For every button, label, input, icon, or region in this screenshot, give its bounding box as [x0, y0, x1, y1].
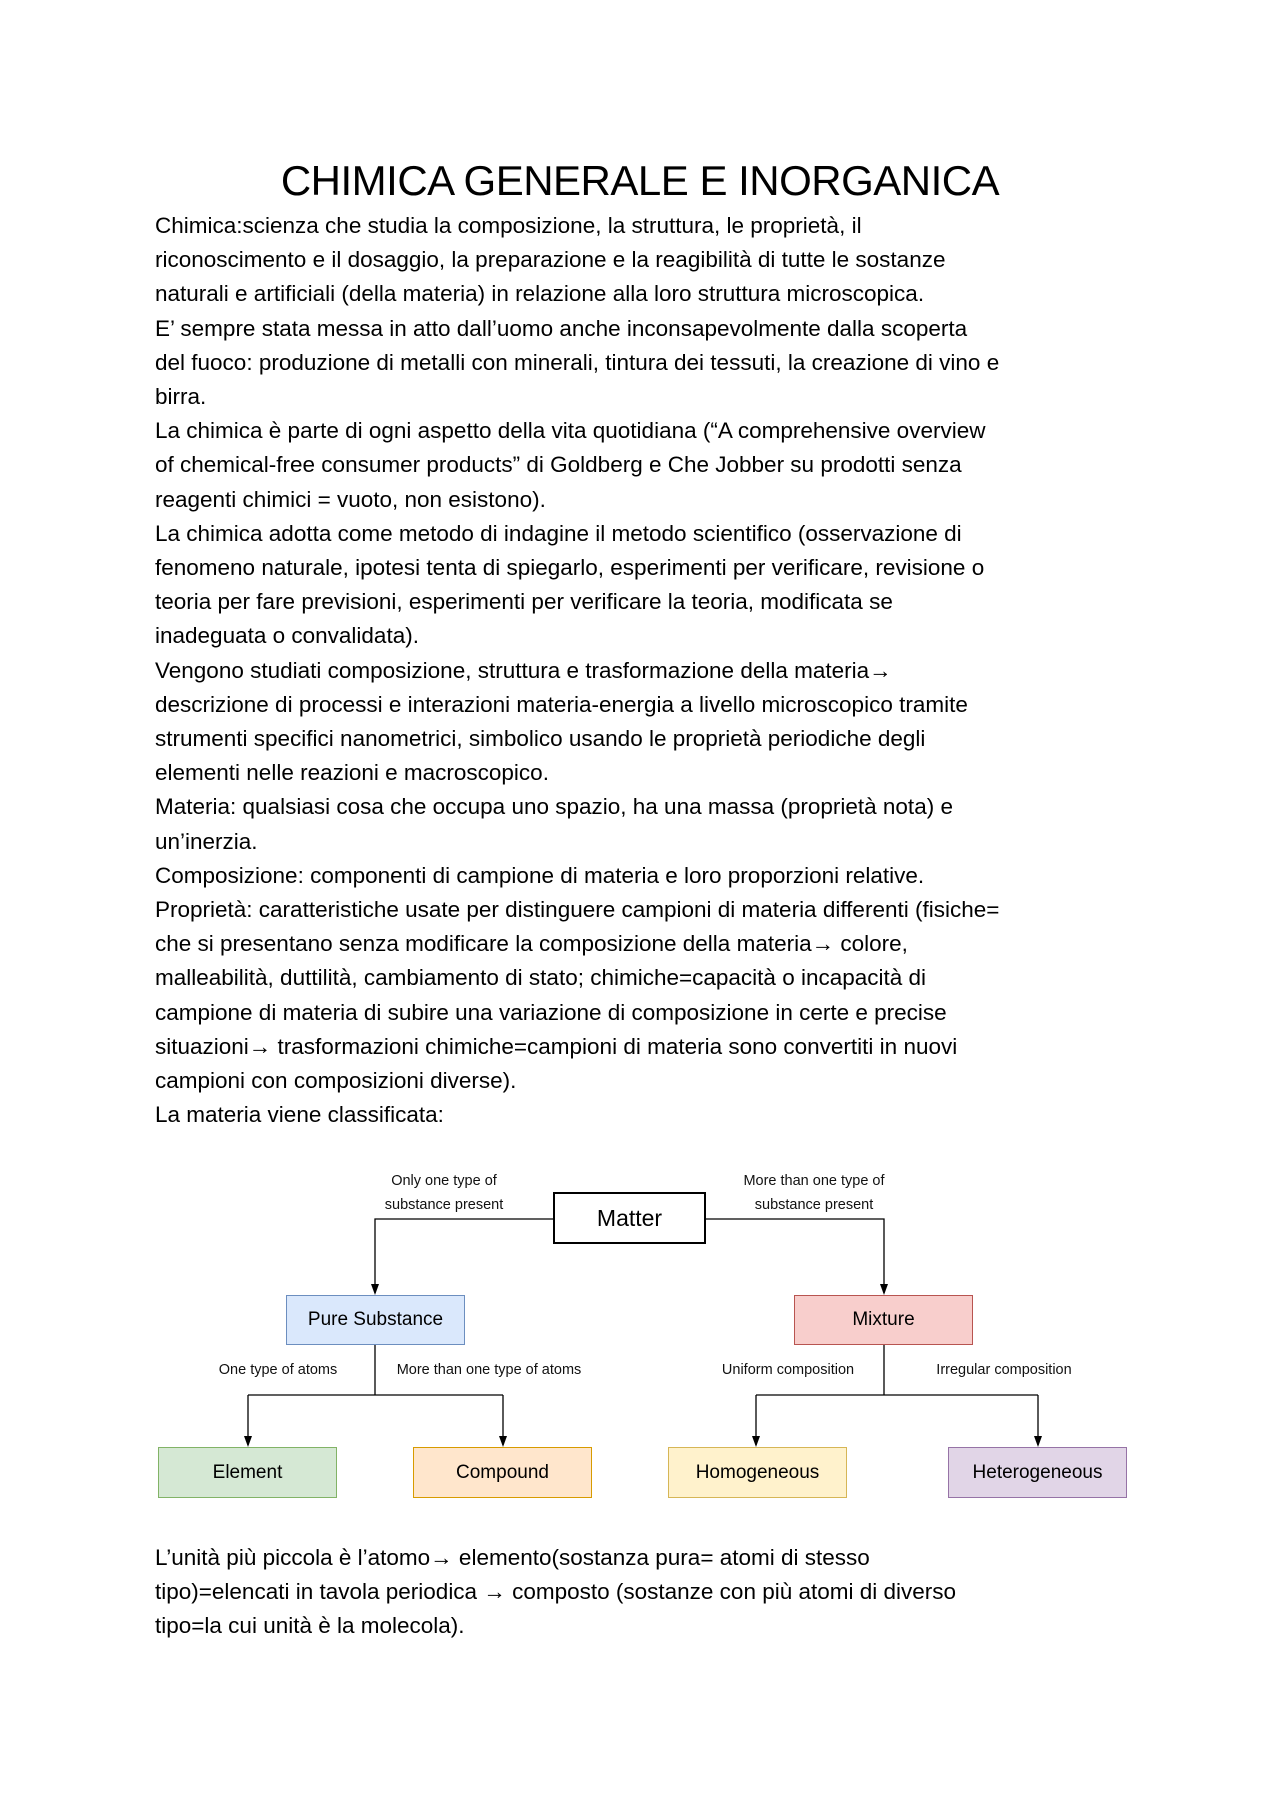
arrowhead — [880, 1284, 888, 1295]
text-line: reagenti chimici = vuoto, non esistono). — [155, 486, 546, 512]
text-line: campioni con composizioni diverse). — [155, 1068, 517, 1094]
label-only-one-type: Only one type of — [391, 1173, 497, 1189]
text-line: un’inerzia. — [155, 828, 258, 854]
text-line: teoria per fare previsioni, esperimenti per verificare la teoria, modificata se — [155, 589, 893, 615]
label-substance-present-right: substance present — [754, 1197, 874, 1213]
text-line: malleabilità, duttilità, cambiamento di stato; chimiche=capacità o incapacità di — [155, 965, 927, 991]
text-line: inadeguata o convalidata). — [155, 623, 419, 649]
connector-matter-mixture — [706, 1219, 884, 1293]
label-uniform: Uniform composition — [721, 1362, 855, 1378]
node-homogeneous: Homogeneous — [668, 1447, 847, 1498]
node-compound: Compound — [413, 1447, 592, 1498]
text-line: Proprietà: caratteristiche usate per distinguere campioni di materia differenti (fisiche= — [155, 897, 1000, 923]
text-line: fenomeno naturale, ipotesi tenta di spiegarlo, esperimenti per verificare, revisione o — [155, 555, 985, 581]
text-line: E’ sempre stata messa in atto dall’uomo anche inconsapevolmente dalla scoperta — [155, 315, 968, 341]
text-line: descrizione di processi e interazioni materia-energia a livello microscopico tramite — [155, 691, 968, 717]
text-line: L’unità più piccola è l’atomo→ elemento(sostanza pura= atomi di stesso — [155, 1545, 870, 1570]
text-line: of chemical-free consumer products” di Goldberg e Che Jobber su prodotti senza — [155, 452, 962, 478]
closing-text — [155, 1541, 1155, 1644]
node-heterogeneous: Heterogeneous — [948, 1447, 1127, 1498]
text-line: Vengono studiati composizione, struttura e trasformazione della materia→ — [155, 657, 892, 683]
text-line: naturali e artificiali (della materia) in relazione alla loro struttura microscopica. — [155, 281, 925, 307]
label-more-than-one-type: More than one type of — [743, 1173, 885, 1189]
label-one-type-atoms: One type of atoms — [218, 1362, 338, 1378]
node-pure-substance: Pure Substance — [286, 1295, 465, 1345]
text-line: La chimica adotta come metodo di indagine il metodo scientifico (osservazione di — [155, 520, 962, 546]
text-line: situazioni→ trasformazioni chimiche=campioni di materia sono convertiti in nuovi — [155, 1033, 958, 1059]
text-line: birra. — [155, 384, 207, 410]
arrowhead — [499, 1436, 507, 1447]
connector-matter-pure — [375, 1219, 553, 1293]
text-line: che si presentano senza modificare la composizione della materia→ colore, — [155, 931, 908, 957]
label-irregular: Irregular composition — [936, 1362, 1072, 1378]
node-element: Element — [158, 1447, 337, 1498]
text-line: tipo)=elencati in tavola periodica → composto (sostanze con più atomi di diverso — [155, 1579, 957, 1605]
text-line: La materia viene classificata: — [155, 1102, 444, 1128]
text-line: campione di materia di subire una variazione di composizione in certe e precise — [155, 999, 947, 1025]
label-more-type-atoms: More than one type of atoms — [396, 1362, 582, 1378]
text-line: strumenti specifici nanometrici, simbolico usando le proprietà periodiche degli — [155, 726, 926, 752]
arrowhead — [244, 1436, 252, 1447]
arrowhead — [1034, 1436, 1042, 1447]
arrowhead — [752, 1436, 760, 1447]
label-substance-present-left: substance present — [384, 1197, 504, 1213]
page-title: CHIMICA GENERALE E INORGANICA — [280, 157, 1000, 204]
text-line: Materia: qualsiasi cosa che occupa uno spazio, ha una massa (proprietà nota) e — [155, 794, 953, 820]
text-line: elementi nelle reazioni e macroscopico. — [155, 760, 549, 786]
node-mixture: Mixture — [794, 1295, 973, 1345]
text-line: Chimica:scienza che studia la composizione, la struttura, le proprietà, il — [155, 213, 862, 238]
text-line: riconoscimento e il dosaggio, la preparazione e la reagibilità di tutte le sostanze — [155, 247, 946, 273]
arrowhead — [371, 1284, 379, 1295]
text-line: Composizione: componenti di campione di materia e loro proporzioni relative. — [155, 862, 925, 888]
text-line: del fuoco: produzione di metalli con minerali, tintura dei tessuti, la creazione di vino e — [155, 349, 1000, 375]
text-line: tipo=la cui unità è la molecola). — [155, 1613, 465, 1639]
text-line: La chimica è parte di ogni aspetto della vita quotidiana (“A comprehensive overview — [155, 418, 986, 444]
node-matter: Matter — [553, 1192, 706, 1244]
